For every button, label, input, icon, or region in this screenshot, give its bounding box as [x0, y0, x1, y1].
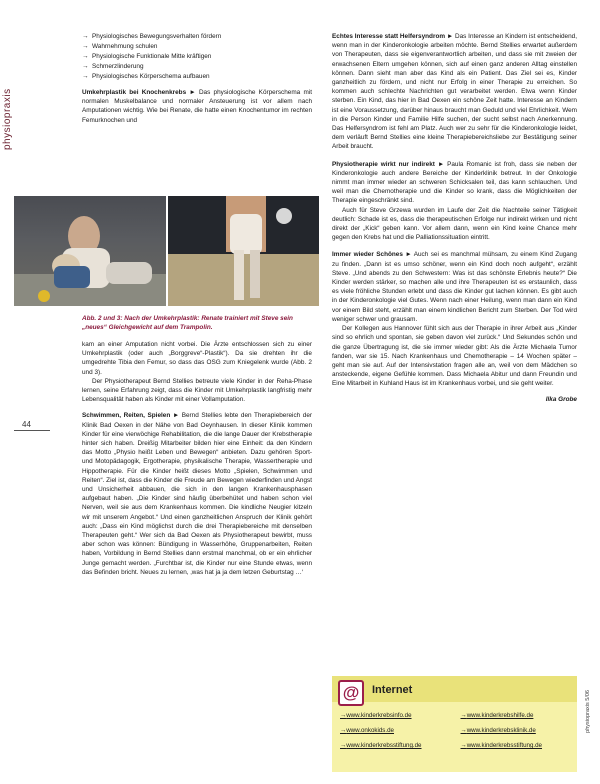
section-lead: Echtes Interesse statt Helfersyndrom [332, 33, 446, 40]
paragraph: Auch für Steve Grzewa wurden im Laufe der Zeit die Nachteile seiner Tätigkeit deutlich: Schade ist es, dass die therapeutischen Erfolge nur indirekt wirken und nicht direkt der „Kick“ geben kann. Vor allem dann, wenn ein Kind keine Chance mehr gegen den Krebs hat und die Palliationssituation eintritt. [332, 206, 577, 242]
paragraph-text: Bernd Stellies lebte den Therapiebereich der Klinik Bad Oexen in der Nähe von Bad Oeynhausen. In dieser Klinik kommen Kinder für eine vierwöchige Rehabilitation, die die lange Dauer der Krebstherapie hinter sich haben. Dreißig Mitarbeiter bilden hier eine Einheit: da den Kindern das Motto „Physio heißt Leben und Bewegen“ anbieten. Dazu gehören Sport- und Motopädagogik, Ergotherapie, physikalische Therapie, Wassertherapie und Hippotherapie. Für die Kinder heißt dieses Motto „Spielen, Schwimmen und Reiten“. Ziel ist, dass die Kinder die Freude am Bewegen wiederfinden und Angst und Unsicherheit abbauen, die sich in den langen Krankenhausphasen aufgebaut haben. „Die Kinder sind häufig überbehütet und haben schon viel Nerven, weil sie aus dem Krankenhaus kommen. Die kindliche Neugier kitzeln wir mit unserem Angebot.“ Und einen ganzheitlichen Anspruch der Klinik gehört auch: „Dass ein Kind möglichst durch die drei Therapiebereiche mit denselben Therapeuten geht.“ Wer sich da Bad Oexen als Physiotherapeut bewirbt, muss aber schon was können: Bündigung in Wasserhöhe, Gruppenarbeiten, Reiten haben, Vorbildung in Bernd Stellies dann erstmal manchmal, ob er ein ehrlicher Junge gemacht werden. „Furchtbar ist, die Kinder nur eine Stunde etwas, wenn das Befinden bricht. Neues zu lernen, ‚was hat ja ja dem letzen Geburtstag …‘ [82, 412, 313, 576]
left-column [82, 32, 312, 125]
paragraph [332, 32, 577, 152]
author: Ilka Grobe [545, 395, 577, 403]
photo-therapy-trampoline [14, 196, 166, 306]
internet-box [332, 676, 577, 772]
magazine-logo: physiopraxis [2, 88, 13, 150]
paragraph [332, 160, 577, 206]
section-lead: Immer wieder Schönes [332, 251, 403, 259]
paragraph: Der Kollegen aus Hannover fühlt sich aus der Therapie in ihrer Arbeit aus „Kinder sind so ehrlich und spontan, sie geben davon viel zurück.“ Und Sekundes schön und die ganze Übertragung ist, die sie immer wieder gibt: Als die Ärzte Michaela Tumor fanden, war sie 15. Nach Krankenhaus und Chemotherapie – 14 Wochen später – geht man sie auf. Auf der Intensivstation fragen alle an, weil von dem Mädchen so ansteckende, eigene Gefühle kommen. Dass Michaela Abitur und dann Freundin und Eine Mitarbeit in Kuhland Haus ist im Krankenhaus vorbei, und sie geht weiter. [332, 325, 577, 388]
internet-header [332, 676, 577, 702]
section-lead-arrow: ► [446, 33, 454, 40]
paragraph: Der Physiotherapeut Bernd Stellies betreute viele Kinder in der Reha-Phase lernen, seine Erfahrung zeigt, dass die Kinder mit Umkehrplastik langfristig mehr Lebensqualität haben als Kinder mit einer Vollamputation. [82, 377, 312, 404]
link[interactable]: → www.kinderkrebsstiftung.de [461, 742, 576, 749]
link[interactable]: → www.onkokids.de [340, 727, 455, 734]
paragraph-text: Auch sei es manchmal mühsam, zu einem Kind Zugang zu finden. „Dann ist es umso schöner, wenn ein Kind doch noch aufgeht“, erzählt Steve. „Und abends zu den Schwestern: Was ist das schönste Erlebnis heute?“ Die Kinder werden stärker, so machen alle und ihre Therapeuten ist es erstaunlich, dass es viele fröhliche Stunden erlebt und dass die Kinder gut lachen können. Es gibt auch in der Kinderonkologie viel Gutes. Wenn nach einer Heilung, wenn man dann ein Kind vor einem Bild steht, erzählt man einem kindlichen Bericht zum Sterben. Der Tod wird weniger schwer und grausam. [332, 251, 577, 323]
internet-title: Internet [372, 684, 413, 696]
page-number: 44 [22, 420, 31, 429]
section-lead: Umkehrplastik bei Knochenkrebs [82, 89, 187, 96]
section-lead: Schwimmen, Reiten, Spielen [82, 412, 171, 420]
section-lead: Physiotherapie wirkt nur indirekt [332, 160, 435, 168]
photo-pair [14, 196, 319, 306]
link[interactable]: → www.kinderkrebsinfo.de [340, 712, 455, 719]
link-list [340, 712, 575, 749]
paragraph: kam an einer Amputation nicht vorbei. Die Ärzte entschlossen sich zu einer Umkehrplastik (oder auch „Borggreve“-Plastik“). Da sie drehten ihr die umgedrehte Tibia den Femur, so dass das OSG zum Kniegelenk wurde (Abb. 2 und 3). [82, 341, 312, 376]
list-item: → Physiologisches Körperschema aufbauen [82, 72, 312, 82]
paragraph [82, 88, 312, 125]
figure-caption: Abb. 2 und 3: Nach der Umkehrplastik: Renate trainiert mit Steve sein „neues“ Gleichgewicht auf dem Trampolin. [82, 315, 293, 331]
issue-credit: physiopraxis 5/06 [585, 690, 591, 733]
page-number-rule [14, 430, 50, 431]
list-item: → Physiologische Funktionale Mitte kräftigen [82, 52, 312, 62]
paragraph [332, 250, 577, 324]
paragraph-text: Das physiologische Körperschema mit normalen Muskelbalance und normaler Ansteuerung ist vor allem nach Amputationen wichtig. Wie bei Renate, die hatte einen Knochentumor im rechten Femurknochen und [82, 89, 312, 124]
at-sign-icon: @ [338, 680, 364, 706]
right-column [332, 32, 577, 404]
photo-standing-balance [168, 196, 319, 306]
section-lead-arrow: ► [437, 160, 445, 168]
left-column-lower [82, 340, 312, 577]
link[interactable]: → www.kinderkrebshilfe.de [461, 712, 576, 719]
list-item: → Wahrnehmung schulen [82, 42, 312, 52]
link[interactable]: → www.kinderkrebsstiftung.de [340, 742, 455, 749]
goal-list [82, 32, 312, 82]
paragraph-text: Paula Romanic ist froh, dass sie neben der Kinderonkologie auch andere Bereiche der Kinderklinik betreut. In der Onkologie nimmt man immer wieder an schweren Schicksalen teil, das kann schlauchen. Und weil man die Chemotherapie und die Kinder so krank, dass die Möglichkeiten der Therapie eingeschränkt sind. [332, 160, 578, 205]
section-lead-arrow: ► [172, 412, 180, 420]
link[interactable]: → www.kinderkrebsklinik.de [461, 727, 576, 734]
list-item: → Physiologisches Bewegungsverhalten fördern [82, 32, 312, 42]
paragraph-text: Das Interesse an Kindern ist entscheidend, wenn man in der Kinderonkologie arbeiten möchte. Bernd Stellies erwartet außerdem von Therapeuten, dass sie eigenverantwortlich arbeiten, und dass sie mit zweien der erwachsenen Eltern umgehen können, sich auf einen ganz anderen Alltag einstellen können. Dann sieht man aber das Kind als ein Patient. Das Ziel sei es, Kinder ganzheitlich zu fördern, und nicht nur Erfolg in einer Therapie zu erreichen. So kommen auch schlechte Nachrichten gut verarbeitet werden. Etwa wenn Kinder sterben. Ein Kind, das hier in Bad Oexen ein schöne Zeit hatte. Interesse an Kindern ist eine Voraussetzung, darüber hinaus braucht man Geduld und viel Ehrlichkeit. Wem in die Person Kinder und Familie Hilfe suchen, der sucht selbst nach Anerkennung. Das Helfersyndrom ist fehl am Platz. Auch wer zu sehr für die Kinderonkologie leidet, dem verläuft Bernd Stellies eine kleine Therapiebereichsliebe zur Bestätigung seiner Arbeit braucht. [332, 33, 577, 151]
paragraph [82, 411, 312, 577]
list-item: → Schmerzlinderung [82, 62, 312, 72]
section-lead-arrow: ► [189, 89, 196, 96]
section-lead-arrow: ► [405, 251, 412, 259]
